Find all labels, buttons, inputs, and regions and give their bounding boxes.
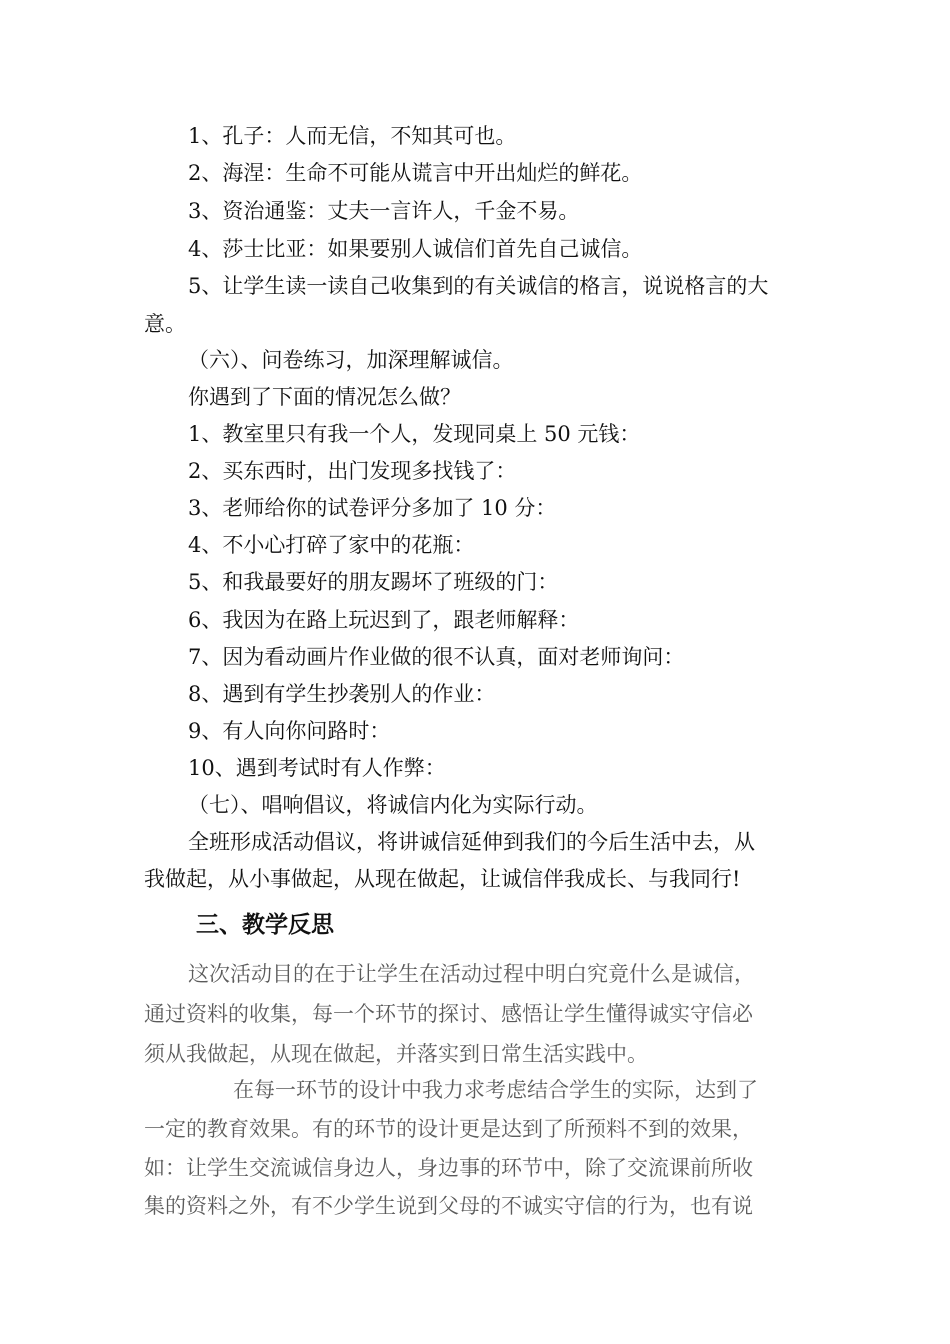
quote-4: 4、莎士比亚：如果要别人诚信们首先自己诚信。 [188, 237, 643, 261]
reflection-para-1-line: 须从我做起，从现在做起，并落实到日常生活实践中。 [144, 1042, 648, 1066]
reflection-heading: 三、教学反思 [196, 912, 334, 938]
situation-item: 4、不小心打碎了家中的花瓶： [188, 533, 475, 557]
situation-item: 10、遇到考试时有人作弊： [188, 756, 446, 780]
section-6-title: （六）、问卷练习，加深理解诚信。 [188, 348, 514, 372]
reflection-para-2-line: 如：让学生交流诚信身边人，身边事的环节中，除了交流课前所收 [144, 1156, 753, 1180]
section-7-title: （七）、唱响倡议，将诚信内化为实际行动。 [188, 793, 598, 817]
reflection-para-1-line: 通过资料的收集，每一个环节的探讨、感悟让学生懂得诚实守信必 [144, 1002, 753, 1026]
situation-item: 9、有人向你问路时： [188, 719, 391, 743]
situation-item: 7、因为看动画片作业做的很不认真，面对老师询问： [188, 645, 685, 669]
quote-3: 3、资治通鉴：丈夫一言许人，千金不易。 [188, 199, 580, 223]
situation-item: 8、遇到有学生抄袭别人的作业： [188, 682, 496, 706]
situation-item: 1、教室里只有我一个人，发现同桌上 50 元钱： [188, 422, 641, 446]
reflection-para-2-line: 集的资料之外，有不少学生说到父母的不诚实守信的行为，也有说 [144, 1194, 753, 1218]
quote-2: 2、海涅：生命不可能从谎言中开出灿烂的鲜花。 [188, 161, 643, 185]
initiative-line-2: 我做起，从小事做起，从现在做起，让诚信伴我成长、与我同行! [144, 867, 741, 891]
situation-item: 6、我因为在路上玩迟到了，跟老师解释： [188, 608, 580, 632]
situation-item: 2、买东西时，出门发现多找钱了： [188, 459, 517, 483]
reflection-para-1-line: 这次活动目的在于让学生在活动过程中明白究竟什么是诚信， [188, 962, 755, 986]
section-6-prompt: 你遇到了下面的情况怎么做？ [188, 385, 461, 409]
situation-item: 5、和我最要好的朋友踢坏了班级的门： [188, 570, 559, 594]
initiative-line-1: 全班形成活动倡议，将讲诚信延伸到我们的今后生活中去，从 [188, 830, 755, 854]
quote-5-continued: 意。 [144, 312, 186, 336]
quote-5: 5、让学生读一读自己收集到的有关诚信的格言，说说格言的大 [188, 274, 769, 298]
quote-1: 1、孔子：人而无信，不知其可也。 [188, 124, 517, 148]
reflection-para-2-line: 在每一环节的设计中我力求考虑结合学生的实际，达到了 [233, 1078, 758, 1102]
reflection-para-2-line: 一定的教育效果。有的环节的设计更是达到了所预料不到的效果， [144, 1117, 753, 1141]
situation-item: 3、老师给你的试卷评分多加了 10 分： [188, 496, 557, 520]
